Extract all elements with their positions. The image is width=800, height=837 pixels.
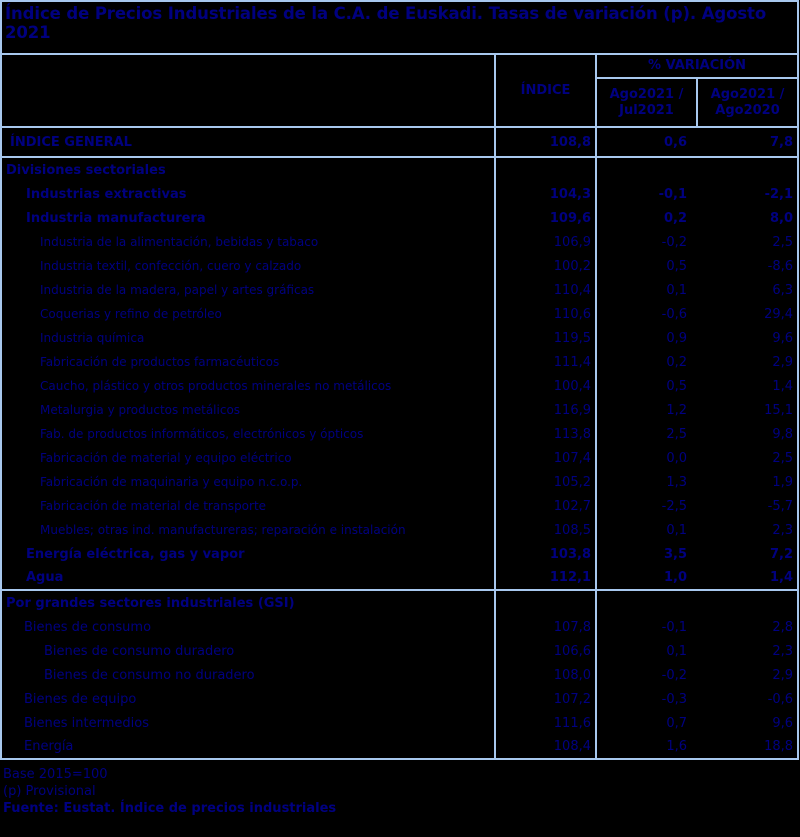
row-label: Fabricación de material y equipo eléctrico bbox=[1, 446, 495, 470]
row-anual: -8,6 bbox=[697, 254, 798, 278]
row-mensual: 0,5 bbox=[666, 258, 687, 274]
header-variacion: % VARIACIÓN bbox=[596, 54, 798, 78]
empty-cell bbox=[495, 590, 596, 615]
row-anual: 2,5 bbox=[697, 230, 798, 254]
row-indice: 107,8 bbox=[495, 615, 596, 639]
provisional-note: (p) Provisional bbox=[3, 784, 96, 799]
row-anual: 7,8 bbox=[697, 127, 798, 157]
row-indice: 110,6 bbox=[495, 302, 596, 326]
table-row bbox=[1, 254, 798, 278]
table-row bbox=[1, 470, 798, 494]
row-mensual: 2,5 bbox=[666, 426, 687, 442]
table-row bbox=[1, 566, 798, 590]
table-row bbox=[1, 639, 798, 663]
row-label: Industria textil, confección, cuero y calzado bbox=[1, 254, 495, 278]
row-anual: 2,5 bbox=[697, 446, 798, 470]
row-mensual: 3,5 bbox=[663, 546, 687, 562]
table-notes bbox=[3, 766, 336, 817]
table-row bbox=[1, 663, 798, 687]
row-label: ÍNDICE GENERAL bbox=[1, 127, 495, 157]
row-anual: -2,1 bbox=[697, 182, 798, 206]
base-note: Base 2015=100 bbox=[3, 767, 108, 782]
table-row bbox=[1, 687, 798, 711]
row-anual: 18,8 bbox=[697, 735, 798, 759]
empty-cell bbox=[697, 590, 798, 615]
row-anual: 1,9 bbox=[697, 470, 798, 494]
row-mensual: -0,1 bbox=[658, 186, 687, 202]
table-row bbox=[1, 326, 798, 350]
row-indice: 105,2 bbox=[495, 470, 596, 494]
row-label: Bienes de consumo no duradero bbox=[1, 663, 495, 687]
row-mensual: -2,5 bbox=[661, 498, 687, 514]
row-indice: 108,5 bbox=[495, 518, 596, 542]
row-mensual: 0,1 bbox=[666, 643, 687, 659]
row-indice: 102,7 bbox=[495, 494, 596, 518]
row-indice: 100,2 bbox=[495, 254, 596, 278]
row-indice: 110,4 bbox=[495, 278, 596, 302]
header-anual: Ago2021 / Ago2020 bbox=[697, 78, 798, 127]
row-label: Fabricación de productos farmacéuticos bbox=[1, 350, 495, 374]
header-mensual: Ago2021 / Jul2021 bbox=[596, 78, 697, 127]
row-anual: 2,8 bbox=[697, 615, 798, 639]
row-mensual: 1,6 bbox=[596, 735, 697, 759]
table-row bbox=[1, 230, 798, 254]
row-mensual: 0,2 bbox=[663, 210, 687, 226]
row-mensual: 0,1 bbox=[666, 282, 687, 298]
source-note: Fuente: Eustat. Índice de precios industriales bbox=[3, 801, 337, 816]
row-anual: -5,7 bbox=[697, 494, 798, 518]
row-anual: 9,6 bbox=[697, 711, 798, 735]
row-label: Bienes de equipo bbox=[1, 687, 495, 711]
row-mensual: 0,0 bbox=[666, 450, 687, 466]
table-row bbox=[1, 615, 798, 639]
row-label: Metalurgia y productos metálicos bbox=[1, 398, 495, 422]
row-label: Industria química bbox=[1, 326, 495, 350]
row-anual: 15,1 bbox=[697, 398, 798, 422]
row-mensual: -0,2 bbox=[661, 234, 687, 250]
table-row bbox=[1, 542, 798, 566]
section-divisiones-heading bbox=[1, 157, 798, 182]
table-row bbox=[1, 350, 798, 374]
row-mensual: -0,2 bbox=[661, 667, 687, 683]
header-indice: ÍNDICE bbox=[495, 54, 596, 127]
row-indice: 108,8 bbox=[495, 127, 596, 157]
row-indice: 107,2 bbox=[495, 687, 596, 711]
row-label: Caucho, plástico y otros productos minerales no metálicos bbox=[1, 374, 495, 398]
row-mensual: 0,5 bbox=[666, 378, 687, 394]
row-anual: 6,3 bbox=[697, 278, 798, 302]
table-row bbox=[1, 206, 798, 230]
table-row bbox=[1, 422, 798, 446]
row-mensual: 0,9 bbox=[666, 330, 687, 346]
divisiones-rows bbox=[1, 182, 798, 590]
row-indice: 112,1 bbox=[495, 566, 596, 590]
row-label: Industria de la alimentación, bebidas y tabaco bbox=[1, 230, 495, 254]
row-label: Fab. de productos informáticos, electrónicos y ópticos bbox=[1, 422, 495, 446]
row-label: Muebles; otras ind. manufactureras; reparación e instalación bbox=[1, 518, 495, 542]
row-anual: 2,3 bbox=[697, 518, 798, 542]
row-indice: 103,8 bbox=[495, 542, 596, 566]
table-row bbox=[1, 446, 798, 470]
table-title: Índice de Precios Industriales de la C.A. de Euskadi. Tasas de variación (p). Agosto 2021 bbox=[1, 1, 798, 54]
table-row bbox=[1, 711, 798, 735]
row-anual: 1,4 bbox=[697, 566, 798, 590]
table-row bbox=[1, 735, 798, 759]
row-anual: 2,9 bbox=[697, 663, 798, 687]
row-indice: 108,4 bbox=[495, 735, 596, 759]
table-row bbox=[1, 494, 798, 518]
table-row bbox=[1, 278, 798, 302]
general-index-row bbox=[1, 127, 798, 157]
empty-cell bbox=[596, 157, 697, 182]
row-indice: 104,3 bbox=[495, 182, 596, 206]
row-anual: 2,9 bbox=[697, 350, 798, 374]
row-indice: 100,4 bbox=[495, 374, 596, 398]
row-mensual: 0,6 bbox=[596, 127, 697, 157]
row-label: Industrias extractivas bbox=[1, 182, 495, 206]
row-anual: 9,6 bbox=[697, 326, 798, 350]
row-mensual: 0,2 bbox=[666, 354, 687, 370]
row-anual: 7,2 bbox=[697, 542, 798, 566]
row-mensual: -0,3 bbox=[661, 691, 687, 707]
row-mensual: -0,1 bbox=[661, 619, 687, 635]
gsi-rows bbox=[1, 615, 798, 759]
row-indice: 111,4 bbox=[495, 350, 596, 374]
row-indice: 116,9 bbox=[495, 398, 596, 422]
row-indice: 106,6 bbox=[495, 639, 596, 663]
row-indice: 111,6 bbox=[495, 711, 596, 735]
row-mensual: 0,7 bbox=[666, 715, 687, 731]
row-anual: -0,6 bbox=[697, 687, 798, 711]
section-heading: Por grandes sectores industriales (GSI) bbox=[1, 590, 495, 615]
table-row bbox=[1, 302, 798, 326]
row-label: Bienes intermedios bbox=[1, 711, 495, 735]
empty-cell bbox=[697, 157, 798, 182]
row-indice: 107,4 bbox=[495, 446, 596, 470]
row-label: Bienes de consumo duradero bbox=[1, 639, 495, 663]
row-indice: 108,0 bbox=[495, 663, 596, 687]
row-label: Energía eléctrica, gas y vapor bbox=[1, 542, 495, 566]
table-row bbox=[1, 518, 798, 542]
table-row bbox=[1, 182, 798, 206]
table-row bbox=[1, 374, 798, 398]
row-indice: 109,6 bbox=[495, 206, 596, 230]
row-label: Fabricación de maquinaria y equipo n.c.o.p. bbox=[1, 470, 495, 494]
row-mensual: -0,6 bbox=[661, 306, 687, 322]
row-label: Bienes de consumo bbox=[1, 615, 495, 639]
row-anual: 8,0 bbox=[697, 206, 798, 230]
empty-cell bbox=[495, 157, 596, 182]
row-label: Coquerias y refino de petróleo bbox=[1, 302, 495, 326]
section-heading: Divisiones sectoriales bbox=[1, 157, 495, 182]
table-row bbox=[1, 398, 798, 422]
row-mensual: 0,1 bbox=[666, 522, 687, 538]
section-gsi-heading bbox=[1, 590, 798, 615]
row-anual: 29,4 bbox=[697, 302, 798, 326]
row-label: Industria manufacturera bbox=[1, 206, 495, 230]
row-label: Agua bbox=[1, 566, 495, 590]
row-mensual: 1,2 bbox=[666, 402, 687, 418]
row-indice: 106,9 bbox=[495, 230, 596, 254]
header-blank-cell bbox=[1, 54, 495, 127]
row-label: Industria de la madera, papel y artes gráficas bbox=[1, 278, 495, 302]
empty-cell bbox=[596, 590, 697, 615]
row-mensual: 1,3 bbox=[666, 474, 687, 490]
row-indice: 119,5 bbox=[495, 326, 596, 350]
row-anual: 9,8 bbox=[697, 422, 798, 446]
row-anual: 1,4 bbox=[697, 374, 798, 398]
row-label: Fabricación de material de transporte bbox=[1, 494, 495, 518]
row-indice: 113,8 bbox=[495, 422, 596, 446]
row-mensual: 1,0 bbox=[596, 566, 697, 590]
row-label: Energía bbox=[1, 735, 495, 759]
row-anual: 2,3 bbox=[697, 639, 798, 663]
